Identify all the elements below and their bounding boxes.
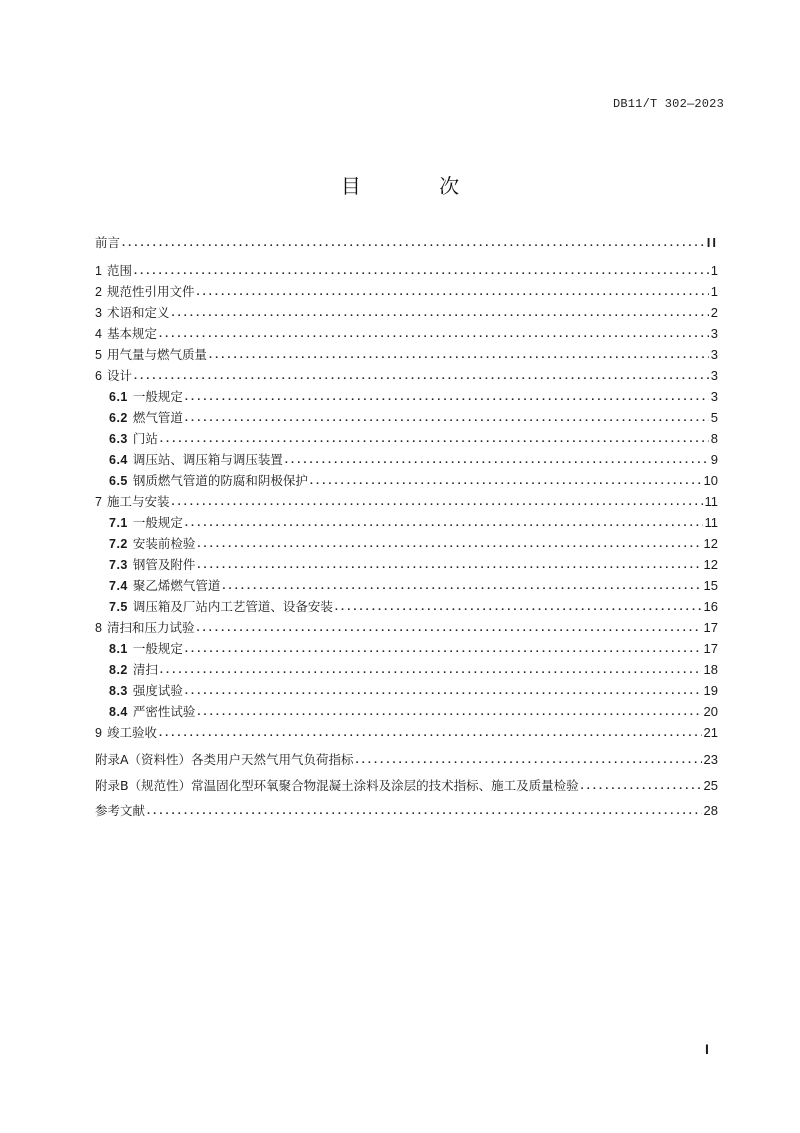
toc-subentry[interactable] — [95, 598, 718, 616]
toc-label: 范围 — [106, 263, 132, 278]
leader-dots — [197, 535, 701, 553]
toc-page: 2 — [710, 305, 718, 320]
toc-number: 7.4 — [109, 579, 128, 593]
toc-label: 基本规定 — [106, 326, 157, 341]
toc-label: 聚乙烯燃气管道 — [132, 578, 221, 593]
toc-subentry[interactable] — [95, 430, 718, 448]
toc-number: 7.5 — [109, 600, 128, 614]
page-title: 目 次 — [340, 174, 496, 198]
toc-label: 参考文献 — [95, 803, 146, 818]
toc-entry[interactable] — [95, 619, 718, 637]
toc-page: 3 — [710, 389, 718, 404]
toc-entry[interactable] — [95, 325, 718, 343]
toc-number: 5 — [95, 348, 102, 362]
toc-number: 6.5 — [109, 474, 128, 488]
toc-number: 4 — [95, 327, 102, 341]
toc-entry-appendix-a[interactable] — [95, 751, 718, 769]
toc-label: 一般规定 — [132, 389, 183, 404]
leader-dots — [197, 556, 701, 574]
leader-dots — [185, 640, 702, 658]
toc-number: 6.4 — [109, 453, 128, 467]
toc-label: 设计 — [106, 368, 132, 383]
toc-page: 25 — [703, 778, 718, 793]
leader-dots — [185, 514, 703, 532]
toc-subentry[interactable] — [95, 577, 718, 595]
toc-subentry[interactable] — [95, 640, 718, 658]
toc-label: 调压站、调压箱与调压装置 — [132, 452, 283, 467]
toc-subentry[interactable] — [95, 409, 718, 427]
toc-entry[interactable] — [95, 367, 718, 385]
toc-label: 施工与安装 — [106, 494, 170, 509]
leader-dots — [159, 325, 709, 343]
toc-label: 清扫和压力试验 — [106, 620, 195, 635]
toc-subentry[interactable] — [95, 451, 718, 469]
toc-page: 17 — [703, 620, 718, 635]
toc-label: 安装前检验 — [132, 536, 196, 551]
toc-label: 钢管及附件 — [132, 557, 196, 572]
toc-page: 16 — [703, 599, 718, 614]
toc-number: 7.1 — [109, 516, 128, 530]
toc-label: 一般规定 — [132, 515, 183, 530]
leader-dots — [196, 283, 708, 301]
leader-dots — [185, 388, 709, 406]
toc-number: 7.2 — [109, 537, 128, 551]
toc-number: 6.1 — [109, 390, 128, 404]
toc-entry[interactable] — [95, 283, 718, 301]
leader-dots — [159, 724, 702, 742]
toc-subentry[interactable] — [95, 535, 718, 553]
leader-dots — [171, 493, 702, 511]
leader-dots — [197, 703, 701, 721]
toc-entry[interactable] — [95, 262, 718, 280]
leader-dots — [356, 751, 702, 769]
toc-page: 17 — [703, 641, 718, 656]
leader-dots — [185, 682, 702, 700]
toc-subentry[interactable] — [95, 556, 718, 574]
toc-label: 附录A（资料性）各类用户天然气用气负荷指标 — [95, 752, 354, 767]
toc-entry[interactable] — [95, 346, 718, 364]
toc-page: 3 — [710, 368, 718, 383]
toc-number: 1 — [95, 264, 102, 278]
toc-page: 19 — [703, 683, 718, 698]
toc-label: 前言 — [95, 235, 121, 250]
toc-number: 6.3 — [109, 432, 128, 446]
toc-entry-foreword[interactable] — [95, 234, 718, 252]
toc-label: 清扫 — [132, 662, 158, 677]
toc-number: 8.4 — [109, 705, 128, 719]
leader-dots — [147, 802, 702, 820]
leader-dots — [310, 472, 702, 490]
toc-label: 规范性引用文件 — [106, 284, 195, 299]
toc-page: 5 — [710, 410, 718, 425]
toc-page: 11 — [704, 494, 718, 509]
leader-dots — [335, 598, 702, 616]
toc-page: 21 — [703, 725, 718, 740]
toc-entry[interactable] — [95, 724, 718, 742]
toc-entry[interactable] — [95, 304, 718, 322]
toc-number: 7.3 — [109, 558, 128, 572]
toc-page: 3 — [710, 347, 718, 362]
toc-label: 调压箱及厂站内工艺管道、设备安装 — [132, 599, 333, 614]
toc-label: 用气量与燃气质量 — [106, 347, 207, 362]
toc-page: 9 — [710, 452, 718, 467]
leader-dots — [222, 577, 701, 595]
page-number: I — [705, 1041, 709, 1057]
toc-subentry[interactable] — [95, 661, 718, 679]
toc-subentry[interactable] — [95, 472, 718, 490]
toc-label: 竣工验收 — [106, 725, 157, 740]
leader-dots — [160, 661, 702, 679]
leader-dots — [171, 304, 708, 322]
leader-dots — [581, 777, 702, 795]
toc-page: 1 — [710, 284, 718, 299]
toc-number: 3 — [95, 306, 102, 320]
toc-entry-appendix-b[interactable] — [95, 777, 718, 795]
toc-page: 12 — [703, 557, 718, 572]
toc-label: 严密性试验 — [132, 704, 196, 719]
toc-page: 15 — [703, 578, 718, 593]
document-code: DB11/T 302—2023 — [612, 97, 724, 111]
toc-page: 3 — [710, 326, 718, 341]
leader-dots — [134, 367, 709, 385]
toc-label: 一般规定 — [132, 641, 183, 656]
toc-number: 8.1 — [109, 642, 128, 656]
toc-page: 10 — [703, 473, 718, 488]
toc-label: 燃气管道 — [132, 410, 183, 425]
toc-entry-references[interactable] — [95, 802, 718, 820]
toc-entry[interactable] — [95, 493, 718, 511]
leader-dots — [196, 619, 701, 637]
toc-page: 23 — [703, 752, 718, 767]
toc-page: 1 — [710, 263, 718, 278]
toc-subentry[interactable] — [95, 388, 718, 406]
toc-page: 18 — [703, 662, 718, 677]
toc-page: 12 — [703, 536, 718, 551]
toc-label: 钢质燃气管道的防腐和阴极保护 — [132, 473, 308, 488]
leader-dots — [160, 430, 709, 448]
toc-label: 术语和定义 — [106, 305, 170, 320]
toc-page: II — [706, 235, 718, 250]
toc-subentry[interactable] — [95, 703, 718, 721]
toc-number: 2 — [95, 285, 102, 299]
toc-number: 6 — [95, 369, 102, 383]
toc-subentry[interactable] — [95, 514, 718, 532]
toc-number: 8 — [95, 621, 102, 635]
toc-label: 强度试验 — [132, 683, 183, 698]
toc-number: 8.3 — [109, 684, 128, 698]
leader-dots — [134, 262, 709, 280]
toc-number: 7 — [95, 495, 102, 509]
toc-number: 6.2 — [109, 411, 128, 425]
toc-number: 9 — [95, 726, 102, 740]
toc-page: 28 — [703, 803, 718, 818]
toc-page: 11 — [704, 515, 718, 530]
toc-page: 8 — [710, 431, 718, 446]
leader-dots — [285, 451, 709, 469]
leader-dots — [122, 234, 705, 252]
leader-dots — [209, 346, 709, 364]
toc-label: 附录B（规范性）常温固化型环氧聚合物混凝土涂料及涂层的技术指标、施工及质量检验 — [95, 778, 579, 793]
toc-subentry[interactable] — [95, 682, 718, 700]
toc-label: 门站 — [132, 431, 158, 446]
leader-dots — [185, 409, 709, 427]
toc-page: 20 — [703, 704, 718, 719]
toc-number: 8.2 — [109, 663, 128, 677]
